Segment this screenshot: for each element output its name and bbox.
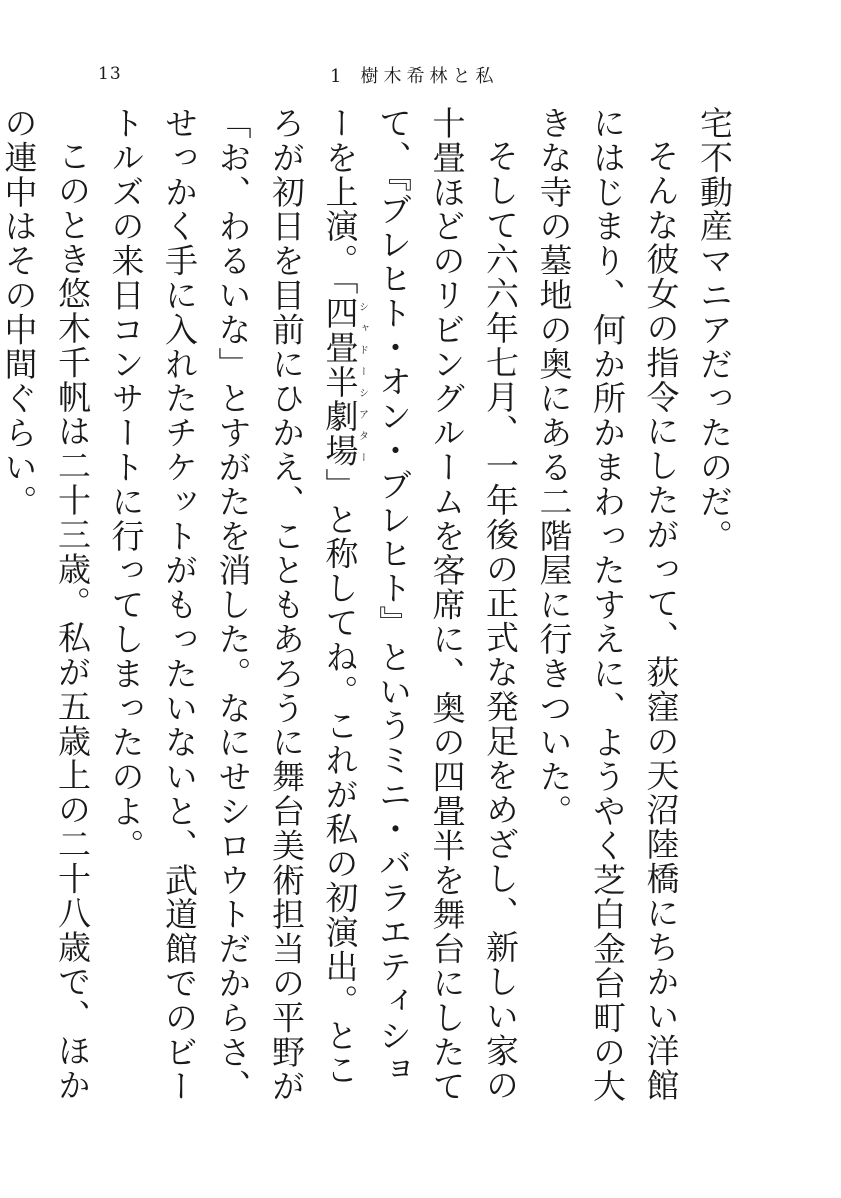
ruby-base: 四畳半劇場	[320, 295, 360, 468]
paragraph: そんな彼女の指令にしたがって、荻窪の天沼陸橋にちかい洋館にはじまり、何か所かまわったすえに、ようやく芝白金台町の大きな寺の墓地の奥にある二階屋に行きついた。	[534, 106, 681, 1104]
paragraph: 宅不動産マニアだったのだ。	[695, 106, 734, 554]
paragraph-text: そして六六年七月、一年後の正式な発足をめざし、新しい家の十畳ほどのリビングルームを客席に、奥の四畳半を舞台にしたてて、『ブレヒト・オン・ブレヒト』というミニ・バラエティショーを上演。「	[320, 106, 520, 1104]
chapter-number: 1	[330, 66, 347, 87]
body-text	[0, 106, 741, 1106]
paragraph-text: 」と称してね。これが私の初演出。ところが初日を目前にひかえ、こともあろうに舞台美術担当の平野が「お、わるいな」とすがたを消した。なにせシロウトだからさ、せっかく手に入れたチケットがもったいないと、武道館でのビートルズの来日コンサートに行ってしまったのよ。	[106, 106, 360, 1104]
ruby-reading: シャドーシアター	[356, 295, 368, 468]
page-number: 13	[98, 64, 122, 84]
paragraph	[99, 106, 527, 1106]
chapter-title: 樹木希林と私	[360, 66, 499, 87]
paragraph: このとき悠木千帆は二十三歳。私が五歳上の二十八歳で、ほかの連中はその中間ぐらい。	[0, 106, 92, 1103]
running-head	[330, 62, 498, 88]
ruby-annotation	[320, 295, 368, 468]
